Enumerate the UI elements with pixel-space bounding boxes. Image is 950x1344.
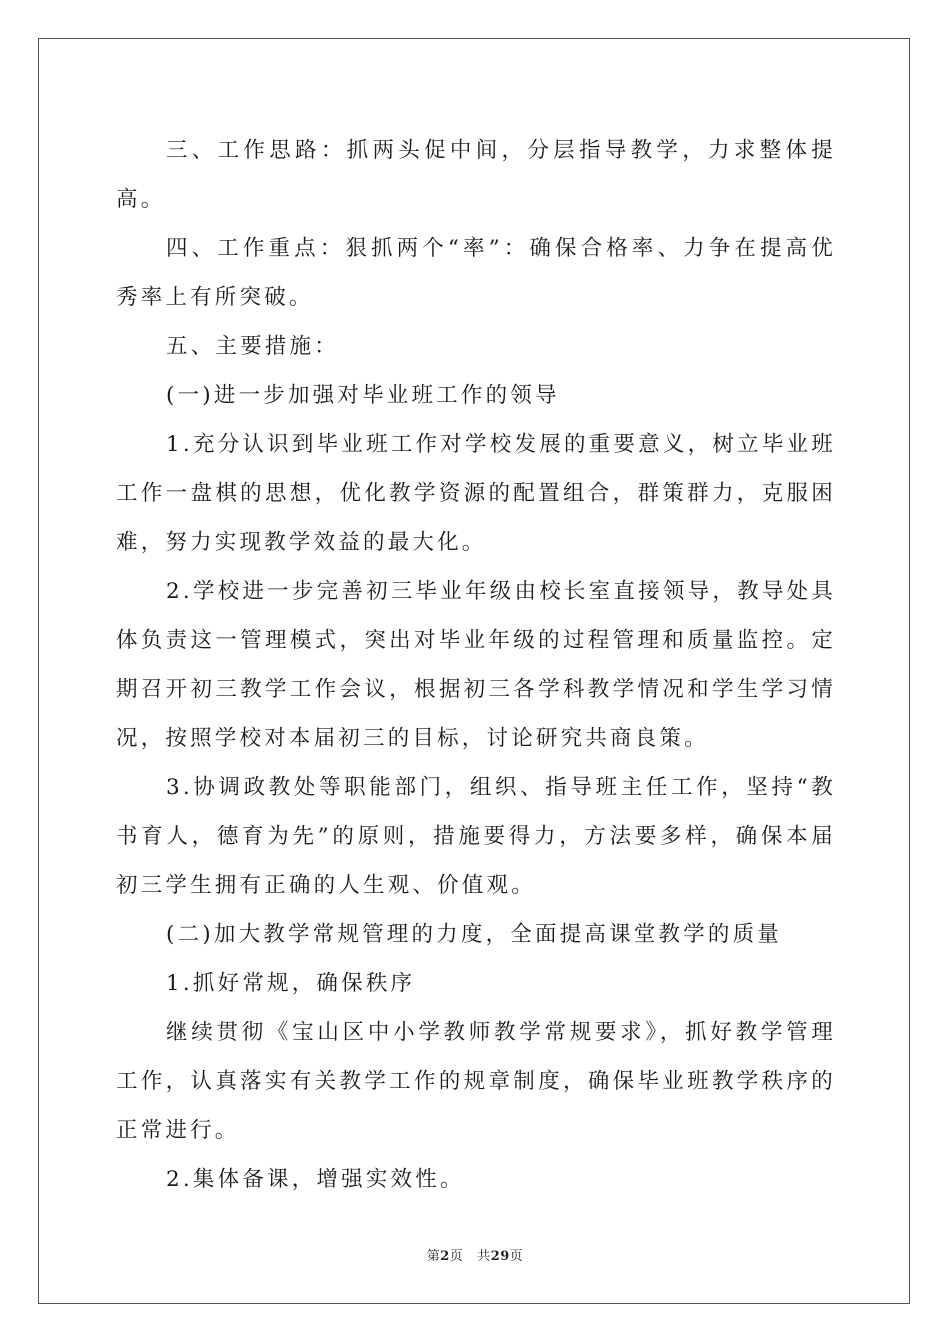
footer-total-pages: 29 xyxy=(490,1249,510,1264)
subheading-collective-lesson-prep: 2.集体备课，增强实效性。 xyxy=(166,1167,465,1192)
document-body xyxy=(116,126,836,1204)
subheading-teaching-routine: (二)加大教学常规管理的力度，全面提高课堂教学的质量 xyxy=(166,922,782,947)
paragraph-item-3: 3.协调政教处等职能部门，组织、指导班主任工作，坚持“教书育人，德育为先”的原则，措施要得力，方法要多样，确保本届初三学生拥有正确的人生观、价值观。 xyxy=(116,775,836,898)
subheading-routine-order: 1.抓好常规，确保秩序 xyxy=(166,971,416,996)
footer-page-suffix: 页 xyxy=(449,1249,464,1264)
paragraph-work-focus: 四、工作重点：狠抓两个“率”：确保合格率、力争在提高优秀率上有所突破。 xyxy=(116,236,836,310)
footer-total-suffix: 页 xyxy=(509,1249,524,1264)
subheading-leadership: (一)进一步加强对毕业班工作的领导 xyxy=(166,383,560,408)
paragraph-item-1: 1.充分认识到毕业班工作对学校发展的重要意义，树立毕业班工作一盘棋的思想，优化教学资源的配置组合，群策群力，克服困难，努力实现教学效益的最大化。 xyxy=(116,432,836,555)
paragraph-work-approach: 三、工作思路：抓两头促中间，分层指导教学，力求整体提高。 xyxy=(116,138,836,212)
heading-main-measures: 五、主要措施： xyxy=(166,334,339,359)
footer-page-prefix: 第 xyxy=(426,1249,441,1264)
page-footer xyxy=(0,1245,950,1264)
footer-total-prefix: 共 xyxy=(477,1249,491,1264)
paragraph-routine-requirements: 继续贯彻《宝山区中小学教师教学常规要求》，抓好教学管理工作，认真落实有关教学工作的规章制度，确保毕业班教学秩序的正常进行。 xyxy=(116,1020,836,1143)
footer-page-number: 2 xyxy=(440,1249,450,1264)
paragraph-item-2: 2.学校进一步完善初三毕业年级由校长室直接领导，教导处具体负责这一管理模式，突出对毕业年级的过程管理和质量监控。定期召开初三教学工作会议，根据初三各学科教学情况和学生学习情况，按照学校对本届初三的目标，讨论研究共商良策。 xyxy=(116,579,836,751)
